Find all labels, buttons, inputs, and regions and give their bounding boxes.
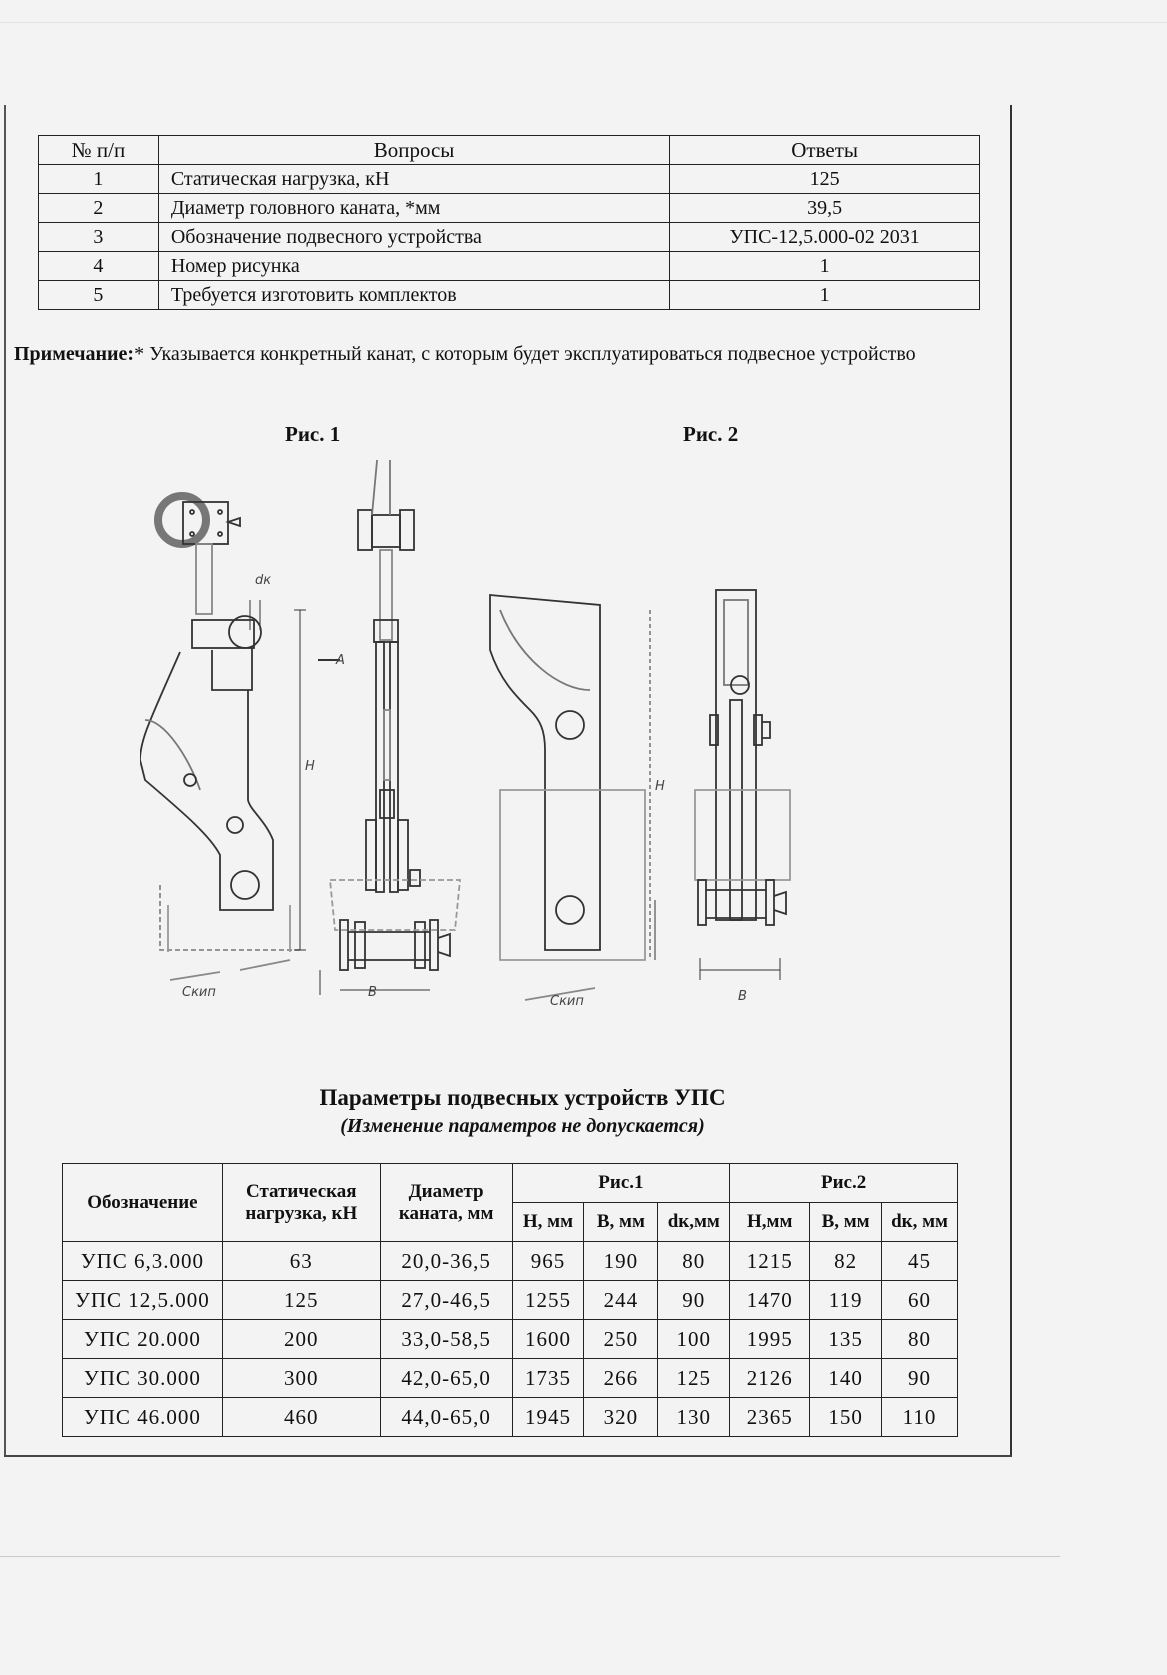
table-row [63, 1281, 958, 1320]
cell-name: УПС 12,5.000 [63, 1281, 223, 1320]
row-number: 1 [39, 165, 159, 194]
table-row [63, 1359, 958, 1398]
cell-h2: 1995 [730, 1320, 810, 1359]
cell-d1: 100 [658, 1320, 730, 1359]
cell-b2: 82 [810, 1242, 882, 1281]
questions-table [38, 135, 980, 310]
cell-b2: 150 [810, 1398, 882, 1437]
cell-name: УПС 30.000 [63, 1359, 223, 1398]
note-paragraph [14, 340, 974, 368]
header-d2: dк, мм [882, 1203, 958, 1242]
cell-load: 63 [222, 1242, 380, 1281]
cell-dia: 44,0-65,0 [380, 1398, 512, 1437]
figure-1-label: Рис. 1 [285, 422, 341, 446]
row-number: 2 [39, 194, 159, 223]
row-question: Номер рисунка [158, 252, 669, 281]
dim-label-d: dк [255, 573, 272, 588]
cell-d1: 130 [658, 1398, 730, 1437]
header-fig1: Рис.1 [512, 1164, 730, 1203]
cell-h2: 2126 [730, 1359, 810, 1398]
cell-h2: 2365 [730, 1398, 810, 1437]
fig2-side-view [490, 595, 655, 1000]
cell-load: 125 [222, 1281, 380, 1320]
header-h2: Н,мм [730, 1203, 810, 1242]
fig1-side-view [140, 496, 306, 980]
note-label: Примечание: [14, 343, 135, 365]
cell-b2: 135 [810, 1320, 882, 1359]
row-question: Требуется изготовить комплектов [158, 281, 669, 310]
cell-d2: 80 [882, 1320, 958, 1359]
header-questions: Вопросы [158, 136, 669, 165]
table-row [39, 165, 980, 194]
cell-b1: 320 [584, 1398, 658, 1437]
row-number: 4 [39, 252, 159, 281]
params-subtitle: (Изменение параметров не допускается) [340, 1115, 705, 1137]
cell-name: УПС 20.000 [63, 1320, 223, 1359]
row-answer: 1 [670, 252, 980, 281]
cell-h1: 1255 [512, 1281, 584, 1320]
cell-h1: 1735 [512, 1359, 584, 1398]
cell-name: УПС 6,3.000 [63, 1242, 223, 1281]
header-fig2: Рис.2 [730, 1164, 958, 1203]
header-diameter: Диаметр каната, мм [380, 1164, 512, 1242]
figure-2-label: Рис. 2 [683, 422, 739, 446]
fig2-front-view [695, 590, 790, 980]
dim-label-a: А [336, 653, 345, 668]
cell-h2: 1215 [730, 1242, 810, 1281]
header-b1: В, мм [584, 1203, 658, 1242]
params-title: Параметры подвесных устройств УПС [319, 1085, 726, 1110]
cell-name: УПС 46.000 [63, 1398, 223, 1437]
params-header-row-1 [63, 1164, 958, 1203]
header-d1: dк,мм [658, 1203, 730, 1242]
skip-label-2: Скип [550, 994, 584, 1009]
table-row [63, 1320, 958, 1359]
row-question: Обозначение подвесного устройства [158, 223, 669, 252]
cell-h1: 1945 [512, 1398, 584, 1437]
cell-b1: 266 [584, 1359, 658, 1398]
cell-d2: 90 [882, 1359, 958, 1398]
cell-dia: 20,0-36,5 [380, 1242, 512, 1281]
skip-label-1: Скип [182, 985, 216, 1000]
cell-d1: 80 [658, 1242, 730, 1281]
row-answer: 39,5 [670, 194, 980, 223]
frame-right-border [1010, 105, 1012, 1457]
technical-drawing [140, 460, 880, 1050]
table-row [39, 194, 980, 223]
row-number: 5 [39, 281, 159, 310]
row-number: 3 [39, 223, 159, 252]
cell-b2: 119 [810, 1281, 882, 1320]
cell-dia: 42,0-65,0 [380, 1359, 512, 1398]
dim-label-b1: В [368, 985, 377, 1000]
header-load: Статическая нагрузка, кН [222, 1164, 380, 1242]
dim-label-h1: Н [305, 759, 315, 774]
cell-b2: 140 [810, 1359, 882, 1398]
cell-b1: 250 [584, 1320, 658, 1359]
footer-line [0, 1556, 1060, 1557]
cell-d2: 110 [882, 1398, 958, 1437]
cell-d1: 125 [658, 1359, 730, 1398]
header-designation: Обозначение [63, 1164, 223, 1242]
table-row [39, 223, 980, 252]
cell-h1: 965 [512, 1242, 584, 1281]
cell-dia: 33,0-58,5 [380, 1320, 512, 1359]
top-edge-line [0, 22, 1167, 23]
cell-load: 460 [222, 1398, 380, 1437]
row-answer: УПС-12,5.000-02 2031 [670, 223, 980, 252]
header-answers: Ответы [670, 136, 980, 165]
fig1-front-view [318, 460, 460, 995]
dim-label-b2: В [738, 989, 747, 1004]
row-question: Статическая нагрузка, кН [158, 165, 669, 194]
header-number: № п/п [39, 136, 159, 165]
cell-load: 200 [222, 1320, 380, 1359]
table-row [39, 252, 980, 281]
frame-left-border [4, 105, 6, 1457]
cell-b1: 244 [584, 1281, 658, 1320]
cell-b1: 190 [584, 1242, 658, 1281]
questions-header-row [39, 136, 980, 165]
parameters-table [62, 1163, 958, 1437]
table-row [39, 281, 980, 310]
cell-d2: 45 [882, 1242, 958, 1281]
cell-h2: 1470 [730, 1281, 810, 1320]
row-answer: 1 [670, 281, 980, 310]
row-question: Диаметр головного каната, *мм [158, 194, 669, 223]
cell-load: 300 [222, 1359, 380, 1398]
table-row [63, 1242, 958, 1281]
header-b2: В, мм [810, 1203, 882, 1242]
cell-dia: 27,0-46,5 [380, 1281, 512, 1320]
note-text: * Указывается конкретный канат, с которым будет эксплуатироваться подвесное устройство [134, 343, 916, 365]
cell-d1: 90 [658, 1281, 730, 1320]
row-answer: 125 [670, 165, 980, 194]
dim-label-h2: Н [655, 779, 665, 794]
cell-h1: 1600 [512, 1320, 584, 1359]
table-row [63, 1398, 958, 1437]
cell-d2: 60 [882, 1281, 958, 1320]
header-h1: Н, мм [512, 1203, 584, 1242]
frame-bottom-border [4, 1455, 1012, 1457]
